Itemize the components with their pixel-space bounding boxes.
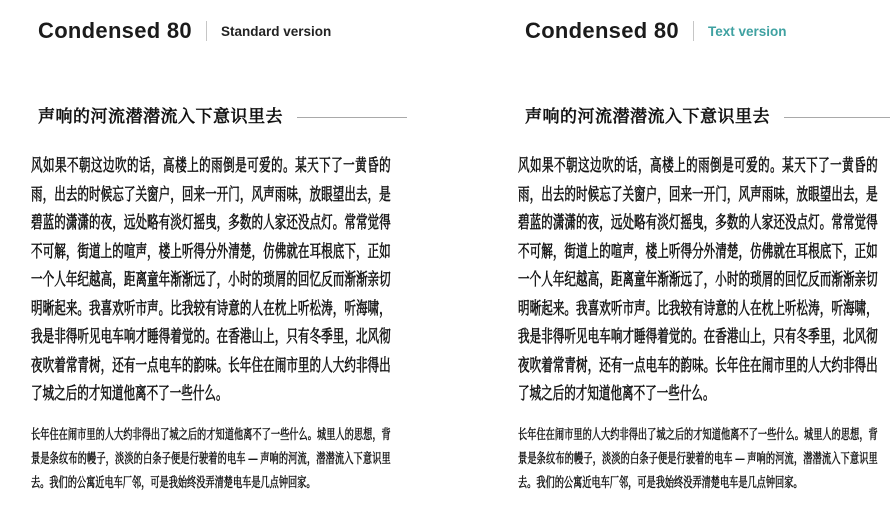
font-name-title: Condensed 80 [525,18,679,43]
sample-heading-row [518,106,878,128]
heading-rule [784,117,890,118]
sample-heading: 声响的河流潜潜流入下意识里去 [525,107,770,126]
specimen-header [518,18,878,44]
header-divider [693,21,694,41]
sample-heading-row [31,106,391,128]
heading-rule [297,117,407,118]
font-name-title: Condensed 80 [38,18,192,43]
specimen-header [31,18,391,44]
version-label-text: Text version [707,23,787,39]
specimen-column-standard [31,18,391,506]
sample-paragraph-small: 长年住在闹市里的人大约非得出了城之后的才知道他离不了一些什么。城里人的思想，背景是条纹布的幔子，淡淡的白条子便是行驶着的电车 — 声响的河流，潜潜流入下意识里去。我们的公寓近电车厂邻，可是我始终没弄清楚电车是几点钟回家。 [31,426,391,490]
sample-paragraph-large: 风如果不朝这边吹的话，高楼上的雨倒是可爱的。某天下了一黄昏的雨，出去的时候忘了关窗户，回来一开门，风声雨味，放眼望出去，是碧蓝的潇潇的夜，远处略有淡灯摇曳，多数的人家还没点灯。常常觉得不可解，街道上的喧声，楼上听得分外清楚，仿佛就在耳根底下，正如一个人年纪越高，距离童年渐渐远了，小时的琐屑的回忆反而渐渐亲切明晰起来。我喜欢听市声。比我较有诗意的人在枕上听松涛，听海啸，我是非得听见电车响才睡得着觉的。在香港山上，只有冬季里，北风彻夜吹着常青树，还有一点电车的韵味。长年住在闹市里的人大约非得出了城之后的才知道他离不了一些什么。 [31,156,391,403]
sample-heading: 声响的河流潜潜流入下意识里去 [38,107,283,126]
version-label-standard: Standard version [220,23,332,39]
sample-paragraph-large: 风如果不朝这边吹的话，高楼上的雨倒是可爱的。某天下了一黄昏的雨，出去的时候忘了关窗户，回来一开门，风声雨味，放眼望出去，是碧蓝的潇潇的夜，远处略有淡灯摇曳，多数的人家还没点灯。常常觉得不可解，街道上的喧声，楼上听得分外清楚，仿佛就在耳根底下，正如一个人年纪越高，距离童年渐渐远了，小时的琐屑的回忆反而渐渐亲切明晰起来。我喜欢听市声。比我较有诗意的人在枕上听松涛，听海啸，我是非得听见电车响才睡得着觉的。在香港山上，只有冬季里，北风彻夜吹着常青树，还有一点电车的韵味。长年住在闹市里的人大约非得出了城之后的才知道他离不了一些什么。 [518,156,878,403]
specimen-column-text [518,18,878,506]
header-divider [206,21,207,41]
sample-paragraph-small: 长年住在闹市里的人大约非得出了城之后的才知道他离不了一些什么。城里人的思想，背景是条纹布的幔子，淡淡的白条子便是行驶着的电车 — 声响的河流，潜潜流入下意识里去。我们的公寓近电车厂邻，可是我始终没弄清楚电车是几点钟回家。 [518,426,878,490]
